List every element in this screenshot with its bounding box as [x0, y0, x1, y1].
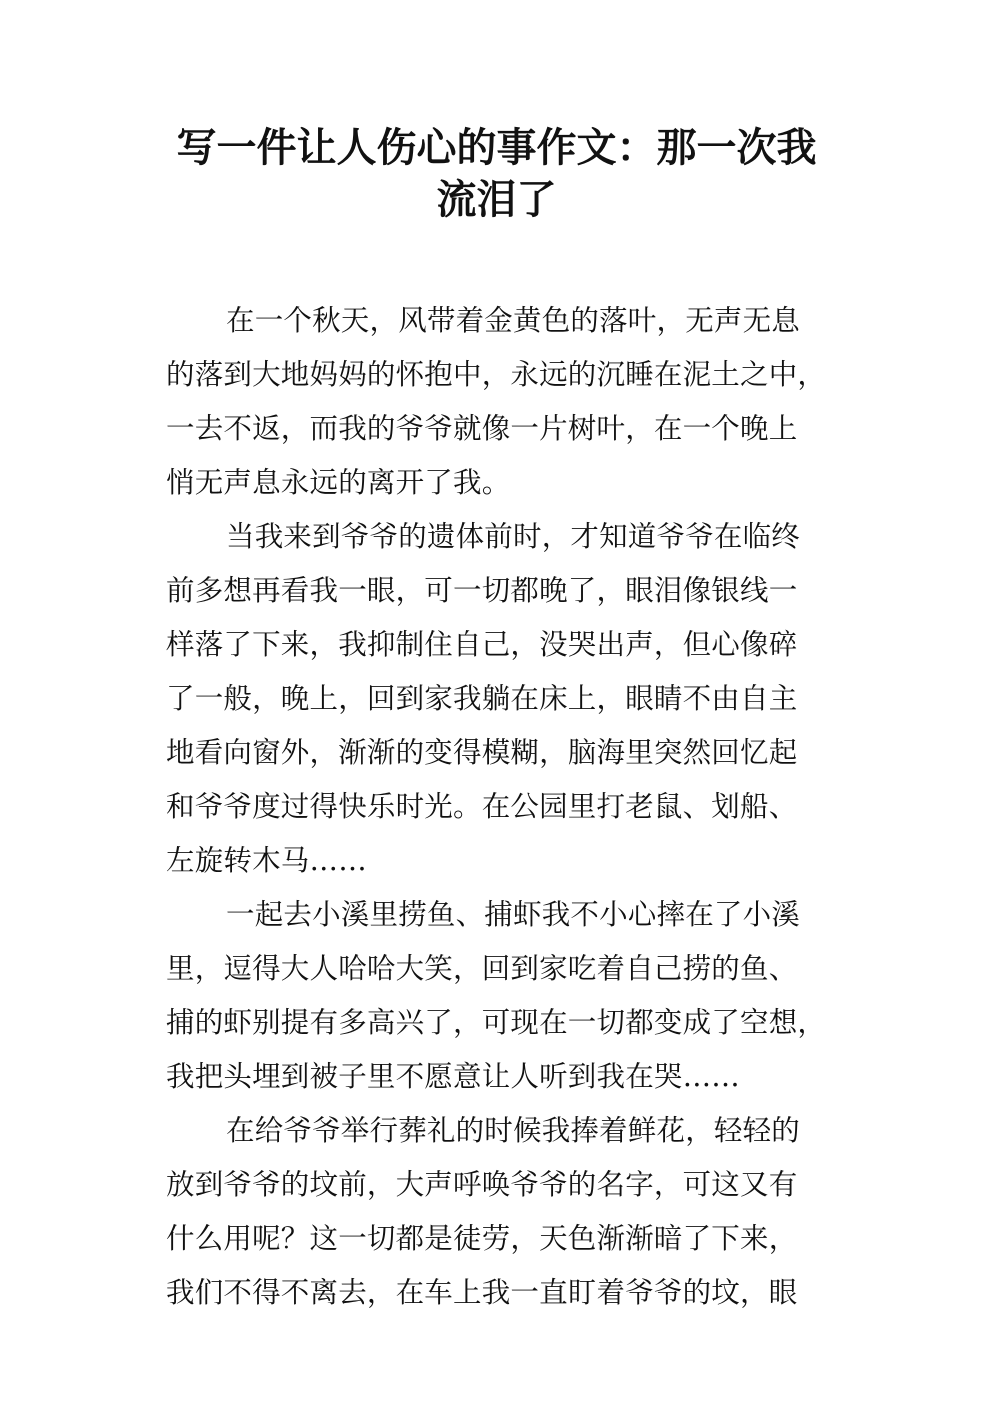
paragraph-line: 前多想再看我一眼，可一切都晚了，眼泪像银线一 — [166, 574, 798, 607]
paragraph-line: 什么用呢？这一切都是徒劳，天色渐渐暗了下来， — [166, 1222, 798, 1255]
paragraph-line: 我们不得不离去，在车上我一直盯着爷爷的坟，眼 — [166, 1276, 798, 1309]
paragraph — [166, 510, 846, 888]
paragraph-line: 了一般，晚上，回到家我躺在床上，眼睛不由自主 — [166, 682, 798, 715]
paragraph-line: 在给爷爷举行葬礼的时候我捧着鲜花，轻轻的 — [226, 1114, 801, 1147]
document-body — [166, 294, 846, 1320]
paragraph-line: 在一个秋天，风带着金黄色的落叶，无声无息 — [226, 304, 801, 337]
paragraph — [166, 888, 846, 1104]
paragraph-line: 的落到大地妈妈的怀抱中，永远的沉睡在泥土之中， — [166, 358, 827, 391]
document-title-line-1: 写一件让人伤心的事作文：那一次我 — [176, 125, 817, 171]
paragraph-line: 我把头埋到被子里不愿意让人听到我在哭…… — [166, 1060, 741, 1093]
paragraph-line: 一去不返，而我的爷爷就像一片树叶，在一个晚上 — [166, 412, 798, 445]
paragraph-line: 放到爷爷的坟前，大声呼唤爷爷的名字，可这又有 — [166, 1168, 798, 1201]
paragraph — [166, 1104, 846, 1320]
paragraph-line: 左旋转木马…… — [166, 844, 367, 877]
paragraph-line: 样落了下来，我抑制住自己，没哭出声，但心像碎 — [166, 628, 798, 661]
paragraph-line: 和爷爷度过得快乐时光。在公园里打老鼠、划船、 — [166, 790, 798, 823]
paragraph-line: 里，逗得大人哈哈大笑，回到家吃着自己捞的鱼、 — [166, 952, 798, 985]
paragraph-line: 当我来到爷爷的遗体前时，才知道爷爷在临终 — [226, 520, 801, 553]
paragraph-line: 悄无声息永远的离开了我。 — [166, 466, 511, 499]
paragraph-line: 地看向窗外，渐渐的变得模糊，脑海里突然回忆起 — [166, 736, 798, 769]
paragraph-line: 一起去小溪里捞鱼、捕虾我不小心摔在了小溪 — [226, 898, 801, 931]
document-title-line-2: 流泪了 — [436, 177, 557, 223]
paragraph — [166, 294, 846, 510]
paragraph-line: 捕的虾别提有多高兴了，可现在一切都变成了空想， — [166, 1006, 827, 1039]
